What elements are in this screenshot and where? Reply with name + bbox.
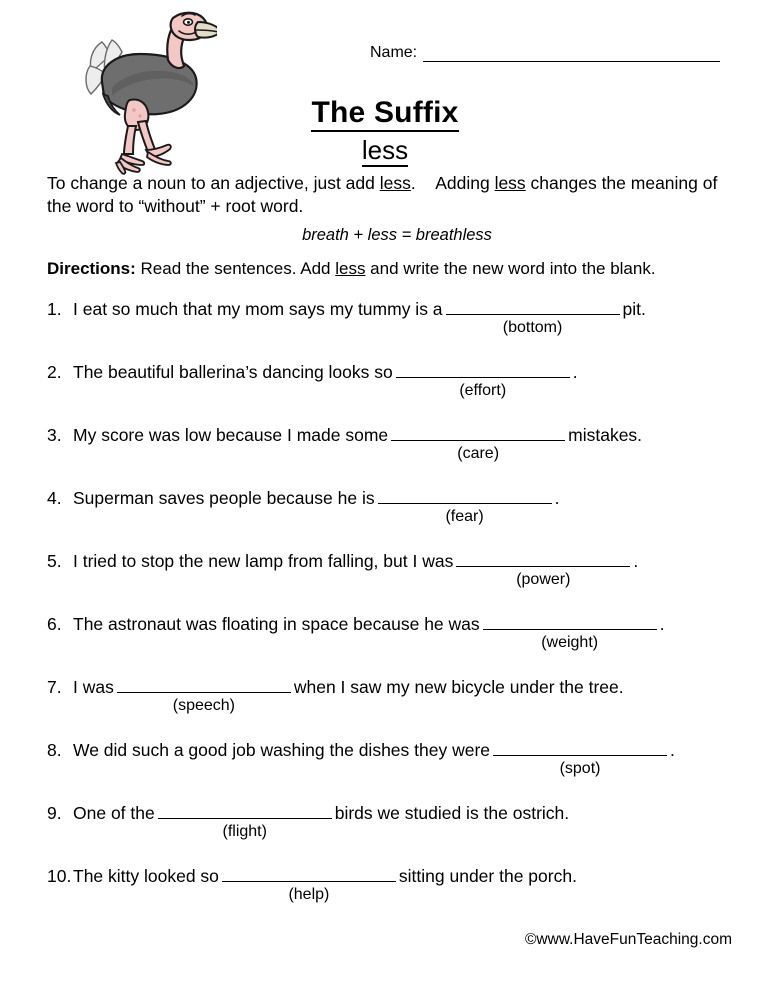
question-number: 6. (47, 614, 62, 634)
question-text-after: . (554, 488, 560, 508)
hint-word: (bottom) (502, 319, 563, 336)
question-text-after: pit. (622, 299, 646, 319)
answer-blank-wrap (219, 865, 399, 903)
intro-suffix-1: less (379, 173, 411, 193)
directions-suffix: less (335, 259, 366, 278)
answer-blank-wrap (393, 361, 573, 399)
question-text-after: when I saw my new bicycle under the tree. (293, 677, 624, 697)
question-item (47, 550, 737, 613)
question-text-before: I tried to stop the new lamp from falling, but I was (73, 551, 454, 571)
question-line (47, 298, 737, 336)
page-title-row (210, 96, 560, 132)
question-text-after: birds we studied is the ostrich. (334, 803, 570, 823)
answer-blank[interactable] (446, 298, 620, 315)
question-number: 4. (47, 488, 62, 508)
question-number: 1. (47, 299, 62, 319)
answer-blank-wrap (114, 676, 294, 714)
question-item (47, 613, 737, 676)
question-line (47, 613, 737, 651)
directions-text-before: Read the sentences. Add (135, 259, 336, 278)
question-text-after: . (659, 614, 665, 634)
question-line (47, 802, 737, 840)
intro-suffix-2: less (494, 173, 526, 193)
answer-blank[interactable] (456, 550, 630, 567)
name-label: Name: (370, 44, 418, 61)
question-item (47, 865, 737, 928)
question-item (47, 676, 737, 739)
question-text-after: . (633, 551, 639, 571)
hint-word: (flight) (222, 823, 267, 840)
hint-word: (help) (288, 886, 330, 903)
question-number: 7. (47, 677, 62, 697)
question-item (47, 487, 737, 550)
question-number: 10. (47, 866, 72, 886)
question-text-before: The astronaut was floating in space because he was (73, 614, 480, 634)
question-text-before: We did such a good job washing the dishes they were (73, 740, 491, 760)
answer-blank-wrap (453, 550, 633, 588)
page-subtitle: less (361, 135, 409, 165)
question-item (47, 424, 737, 487)
answer-blank-wrap (155, 802, 335, 840)
answer-blank[interactable] (222, 865, 396, 882)
ostrich-illustration (72, 4, 217, 176)
answer-blank-wrap (375, 487, 555, 525)
answer-blank-wrap (388, 424, 568, 462)
page-title: The Suffix (311, 96, 458, 132)
question-text-before: I eat so much that my mom says my tummy is a (73, 299, 443, 319)
question-text-before: The beautiful ballerina’s dancing looks so (73, 362, 393, 382)
question-item (47, 298, 737, 361)
answer-blank[interactable] (378, 487, 552, 504)
directions-label: Directions: (47, 259, 136, 278)
hint-word: (care) (457, 445, 500, 462)
hint-word: (speech) (172, 697, 235, 714)
answer-blank[interactable] (493, 739, 667, 756)
hint-word: (fear) (445, 508, 484, 525)
questions-list (47, 298, 737, 928)
question-text-before: One of the (73, 803, 155, 823)
question-line (47, 424, 737, 462)
worksheet-header (0, 0, 768, 175)
question-item (47, 739, 737, 802)
answer-blank[interactable] (483, 613, 657, 630)
question-text-after: mistakes. (568, 425, 643, 445)
directions-text-after: and write the new word into the blank. (365, 259, 656, 278)
intro-section (47, 172, 727, 245)
intro-part-4: changes the meaning of the word to “without” + root word. (47, 173, 718, 216)
question-text-before: The kitty looked so (73, 866, 219, 886)
question-number: 8. (47, 740, 62, 760)
footer-copyright: ©www.HaveFunTeaching.com (525, 931, 732, 948)
question-text-after: . (572, 362, 578, 382)
answer-blank[interactable] (396, 361, 570, 378)
example-equation: breath + less = breathless (302, 226, 492, 244)
hint-word: (spot) (559, 760, 601, 777)
answer-blank[interactable] (117, 676, 291, 693)
question-line (47, 739, 737, 777)
name-field-row (370, 44, 720, 62)
worksheet-title-block (210, 96, 560, 167)
question-line (47, 865, 737, 903)
question-line (47, 676, 737, 714)
question-text-after: sitting under the porch. (398, 866, 577, 886)
directions-line (47, 258, 656, 280)
question-text-before: Superman saves people because he is (73, 488, 375, 508)
answer-blank[interactable] (158, 802, 332, 819)
intro-part-1: To change a noun to an adjective, just add (47, 173, 380, 193)
hint-word: (power) (516, 571, 571, 588)
question-text-before: I was (73, 677, 114, 697)
hint-word: (effort) (459, 382, 507, 399)
hint-word: (weight) (541, 634, 599, 651)
intro-paragraph (47, 172, 727, 218)
answer-blank[interactable] (391, 424, 565, 441)
question-number: 9. (47, 803, 62, 823)
question-text-before: My score was low because I made some (73, 425, 389, 445)
question-number: 5. (47, 551, 62, 571)
answer-blank-wrap (480, 613, 660, 651)
question-line (47, 550, 737, 588)
question-text-after: . (670, 740, 675, 760)
question-item (47, 361, 737, 424)
answer-blank-wrap (490, 739, 670, 777)
question-line (47, 487, 737, 525)
intro-part-2: . (410, 173, 416, 193)
question-item (47, 802, 737, 865)
answer-blank-wrap (443, 298, 623, 336)
intro-part-3: Adding (435, 173, 495, 193)
name-input-line[interactable] (423, 46, 720, 62)
question-line (47, 361, 737, 399)
question-number: 2. (47, 362, 62, 382)
question-number: 3. (47, 425, 62, 445)
page-subtitle-row (210, 135, 560, 167)
